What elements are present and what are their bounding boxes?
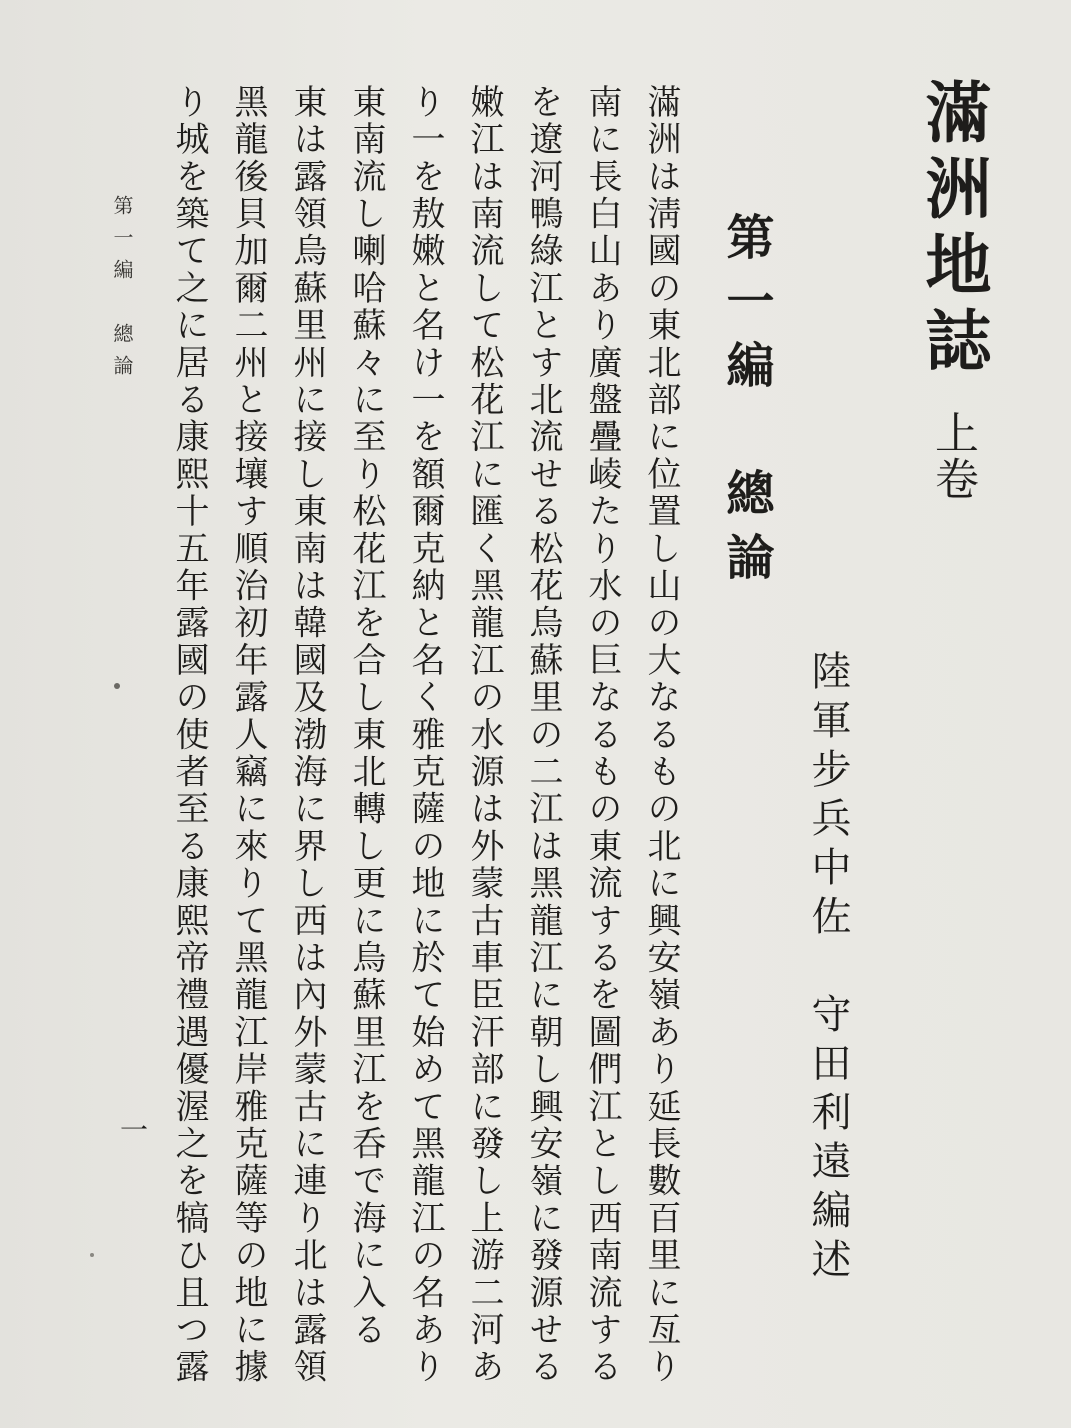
- running-header: 第一編 總論: [110, 195, 134, 387]
- body-column-9: り城を築て之に居る康熙十五年露國の使者至る康熙帝禮遇優渥之を犒ひ且つ露: [169, 84, 209, 1386]
- body-column-7: 東は露領烏蘇里州に接し東南は韓國及渤海に界し西は內外蒙古に連り北は露領: [287, 84, 327, 1386]
- body-column-4: 嫩江は南流して松花江に匯く黑龍江の水源は外蒙古車臣汗部に發し上游二河あ: [464, 84, 504, 1386]
- body-column-1: 滿洲は淸國の東北部に位置し山の大なるもの北に興安嶺あり延長數百里に亙り: [641, 84, 681, 1386]
- body-column-2: 南に長白山あり廣盤疊崚たり水の巨なるもの東流するを圖們江とし西南流する: [582, 84, 622, 1386]
- volume-label: 上卷: [927, 410, 978, 502]
- book-title: 滿洲地誌: [914, 78, 992, 382]
- paper-speck: [90, 1253, 94, 1257]
- body-column-3: を遼河鴨綠江とす北流せる松花烏蘇里の二江は黑龍江に朝し興安嶺に發源せる: [523, 84, 563, 1386]
- author-line: 陸軍步兵中佐 守田利遠編述: [805, 650, 851, 1287]
- body-column-5: り一を敖嫩と名け一を額爾克納と名く雅克薩の地に於て始めて黑龍江の名あり: [405, 84, 445, 1386]
- paper-speck: [114, 683, 120, 689]
- body-column-6: 東南流し喇哈蘇々に至り松花江を合し東北轉し更に烏蘇里江を呑で海に入る: [346, 84, 386, 1349]
- body-column-8: 黑龍後貝加爾二州と接壤す順治初年露人竊に來りて黑龍江岸雅克薩等の地に據: [228, 84, 268, 1386]
- page-number: 一: [116, 1115, 149, 1143]
- chapter-title: 第一編 總論: [718, 212, 774, 596]
